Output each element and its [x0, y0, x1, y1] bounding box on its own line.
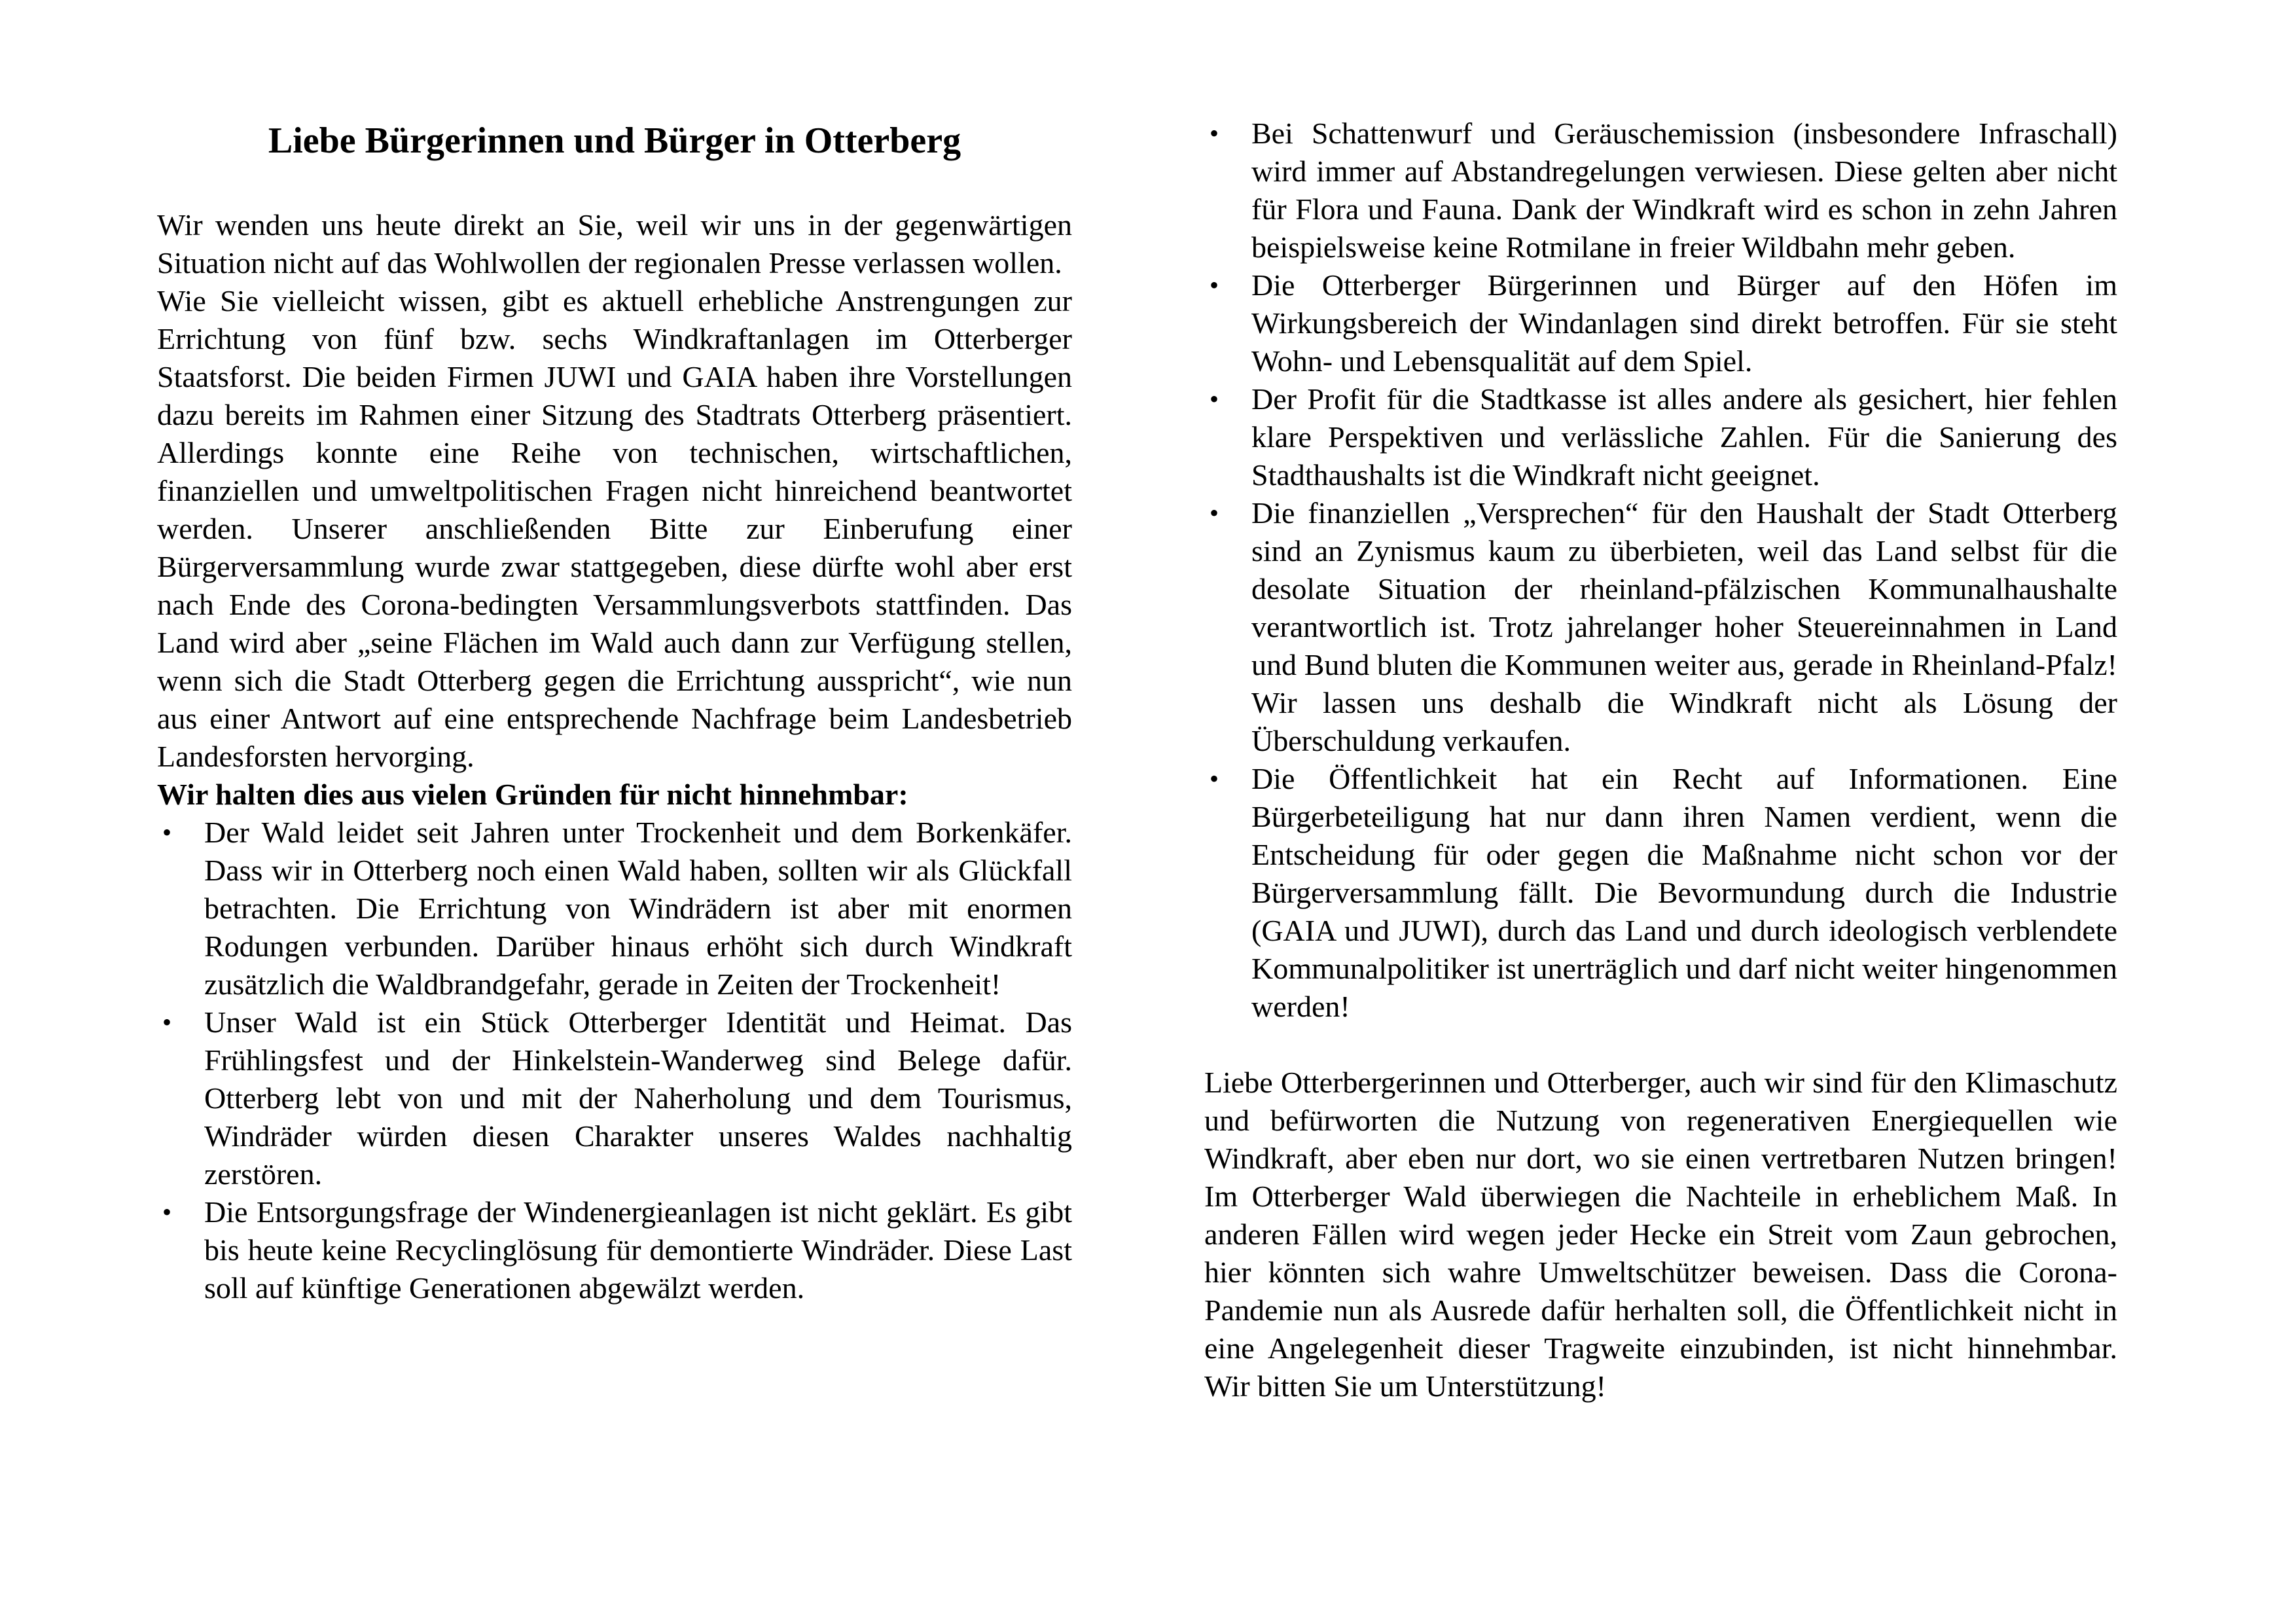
right-bullet-list: [1204, 115, 2117, 1026]
bullet-icon: •: [1210, 384, 1219, 414]
reasons-heading: Wir halten dies aus vielen Gründen für nicht hinnehmbar:: [157, 778, 908, 811]
bullet-text: Die Entsorgungsfrage der Windenergieanlagen ist nicht geklärt. Es gibt bis heute keine Recyclinglösung für demontierte Windräder. Diese Last soll auf künftige Generationen abgewälzt werden.: [204, 1195, 1072, 1305]
list-item: [1204, 380, 2117, 494]
list-item: [1204, 760, 2117, 1026]
bullet-icon: •: [162, 1007, 172, 1037]
bullet-icon: •: [1210, 498, 1219, 528]
intro-paragraph-2: Wie Sie vielleicht wissen, gibt es aktuell erhebliche Anstrengungen zur Errichtung von fünf bzw. sechs Windkraftanlagen im Otterberger Staatsforst. Die beiden Firmen JUWI und GAIA haben ihre Vorstellungen dazu bereits im Rahmen einer Sitzung des Stadtrats Otterberg präsentiert. Allerdings konnte eine Reihe von technischen, wirtschaftlichen, finanziellen und umweltpolitischen Fragen nicht hinreichend beantwortet werden. Unserer anschließenden Bitte zur Einberufung einer Bürgerversammlung wurde zwar stattgegeben, diese dürfte wohl aber erst nach Ende des Corona-bedingten Versammlungsverbots stattfinden. Das Land wird aber „seine Flächen im Wald auch dann zur Verfügung stellen, wenn sich die Stadt Otterberg gegen die Errichtung ausspricht“, wie nun aus einer Antwort auf eine entsprechende Nachfrage beim Landesbetrieb Landesforsten hervorging.: [157, 284, 1072, 773]
intro-paragraph-1: Wir wenden uns heute direkt an Sie, weil wir uns in der gegenwärtigen Situation nicht auf das Wohlwollen der regionalen Presse verlassen wollen.: [157, 208, 1072, 280]
bullet-icon: •: [162, 818, 172, 847]
bullet-icon: •: [1210, 270, 1219, 300]
list-item: [1204, 266, 2117, 380]
left-bullet-list: [157, 814, 1072, 1307]
closing-paragraph: Liebe Otterbergerinnen und Otterberger, auch wir sind für den Klimaschutz und befürworten die Nutzung von regenerativen Energiequellen wie Windkraft, aber eben nur dort, wo sie einen vertretbaren Nutzen bringen! Im Otterberger Wald überwiegen die Nachteile in erheblichem Maß. In anderen Fällen wird wegen jeder Hecke ein Streit vom Zaun gebrochen, hier könnten sich wahre Umweltschützer beweisen. Dass die Corona-Pandemie nun als Ausrede dafür herhalten soll, die Öffentlichkeit nicht in eine Angelegenheit dieser Tragweite einzubinden, ist nicht hinnehmbar. Wir bitten Sie um Unterstützung!: [1204, 1066, 2117, 1403]
list-item: [157, 1003, 1072, 1193]
bullet-text: Die finanziellen „Versprechen“ für den Haushalt der Stadt Otterberg sind an Zynismus kaum zu überbieten, weil das Land selbst für die desolate Situation der rheinland-pfälzischen Kommunalhaushalte verantwortlich ist. Trotz jahrelanger hoher Steuereinnahmen in Land und Bund bluten die Kommunen weiter aus, gerade in Rheinland-Pfalz! Wir lassen uns deshalb die Windkraft nicht als Lösung der Überschuldung verkaufen.: [1251, 496, 2117, 757]
bullet-text: Der Wald leidet seit Jahren unter Trockenheit und dem Borkenkäfer. Dass wir in Otterberg noch einen Wald haben, sollten wir als Glückfall betrachten. Die Errichtung von Windrädern ist aber mit enormen Rodungen verbunden. Darüber hinaus erhöht sich durch Windkraft zusätzlich die Waldbrandgefahr, gerade in Zeiten der Trockenheit!: [204, 816, 1072, 1001]
bullet-icon: •: [1210, 764, 1219, 793]
bullet-icon: •: [162, 1197, 172, 1227]
bullet-text: Bei Schattenwurf und Geräuschemission (insbesondere Infraschall) wird immer auf Abstandregelungen verwiesen. Diese gelten aber nicht für Flora und Fauna. Dank der Windkraft wird es schon in zehn Jahren beispielsweise keine Rotmilane in freier Wildbahn mehr geben.: [1251, 117, 2117, 264]
bullet-text: Die Otterberger Bürgerinnen und Bürger auf den Höfen im Wirkungsbereich der Windanlagen sind direkt betroffen. Für sie steht Wohn- und Lebensqualität auf dem Spiel.: [1251, 268, 2117, 378]
bullet-text: Der Profit für die Stadtkasse ist alles andere als gesichert, hier fehlen klare Perspektiven und verlässliche Zahlen. Für die Sanierung des Stadthaushalts ist die Windkraft nicht geeignet.: [1251, 382, 2117, 492]
list-item: [157, 1193, 1072, 1307]
list-item: [1204, 494, 2117, 760]
left-column: [157, 115, 1072, 1307]
bullet-text: Die Öffentlichkeit hat ein Recht auf Informationen. Eine Bürgerbeteiligung hat nur dann ihren Namen verdient, wenn die Entscheidung für oder gegen die Maßnahme nicht schon vor der Bürgerversammlung fällt. Die Bevormundung durch die Industrie (GAIA und JUWI), durch das Land und durch ideologisch verblendete Kommunalpolitiker ist unerträglich und darf nicht weiter hingenommen werden!: [1251, 762, 2117, 1023]
document-title: Liebe Bürgerinnen und Bürger in Otterberg: [268, 120, 961, 161]
list-item: [1204, 115, 2117, 266]
bullet-text: Unser Wald ist ein Stück Otterberger Identität und Heimat. Das Frühlingsfest und der Hinkelstein-Wanderweg sind Belege dafür. Otterberg lebt von und mit der Naherholung und dem Tourismus, Windräder würden diesen Charakter unseres Waldes nachhaltig zerstören.: [204, 1005, 1072, 1191]
list-item: [157, 814, 1072, 1003]
right-column: [1204, 115, 2117, 1405]
bullet-icon: •: [1210, 118, 1219, 148]
